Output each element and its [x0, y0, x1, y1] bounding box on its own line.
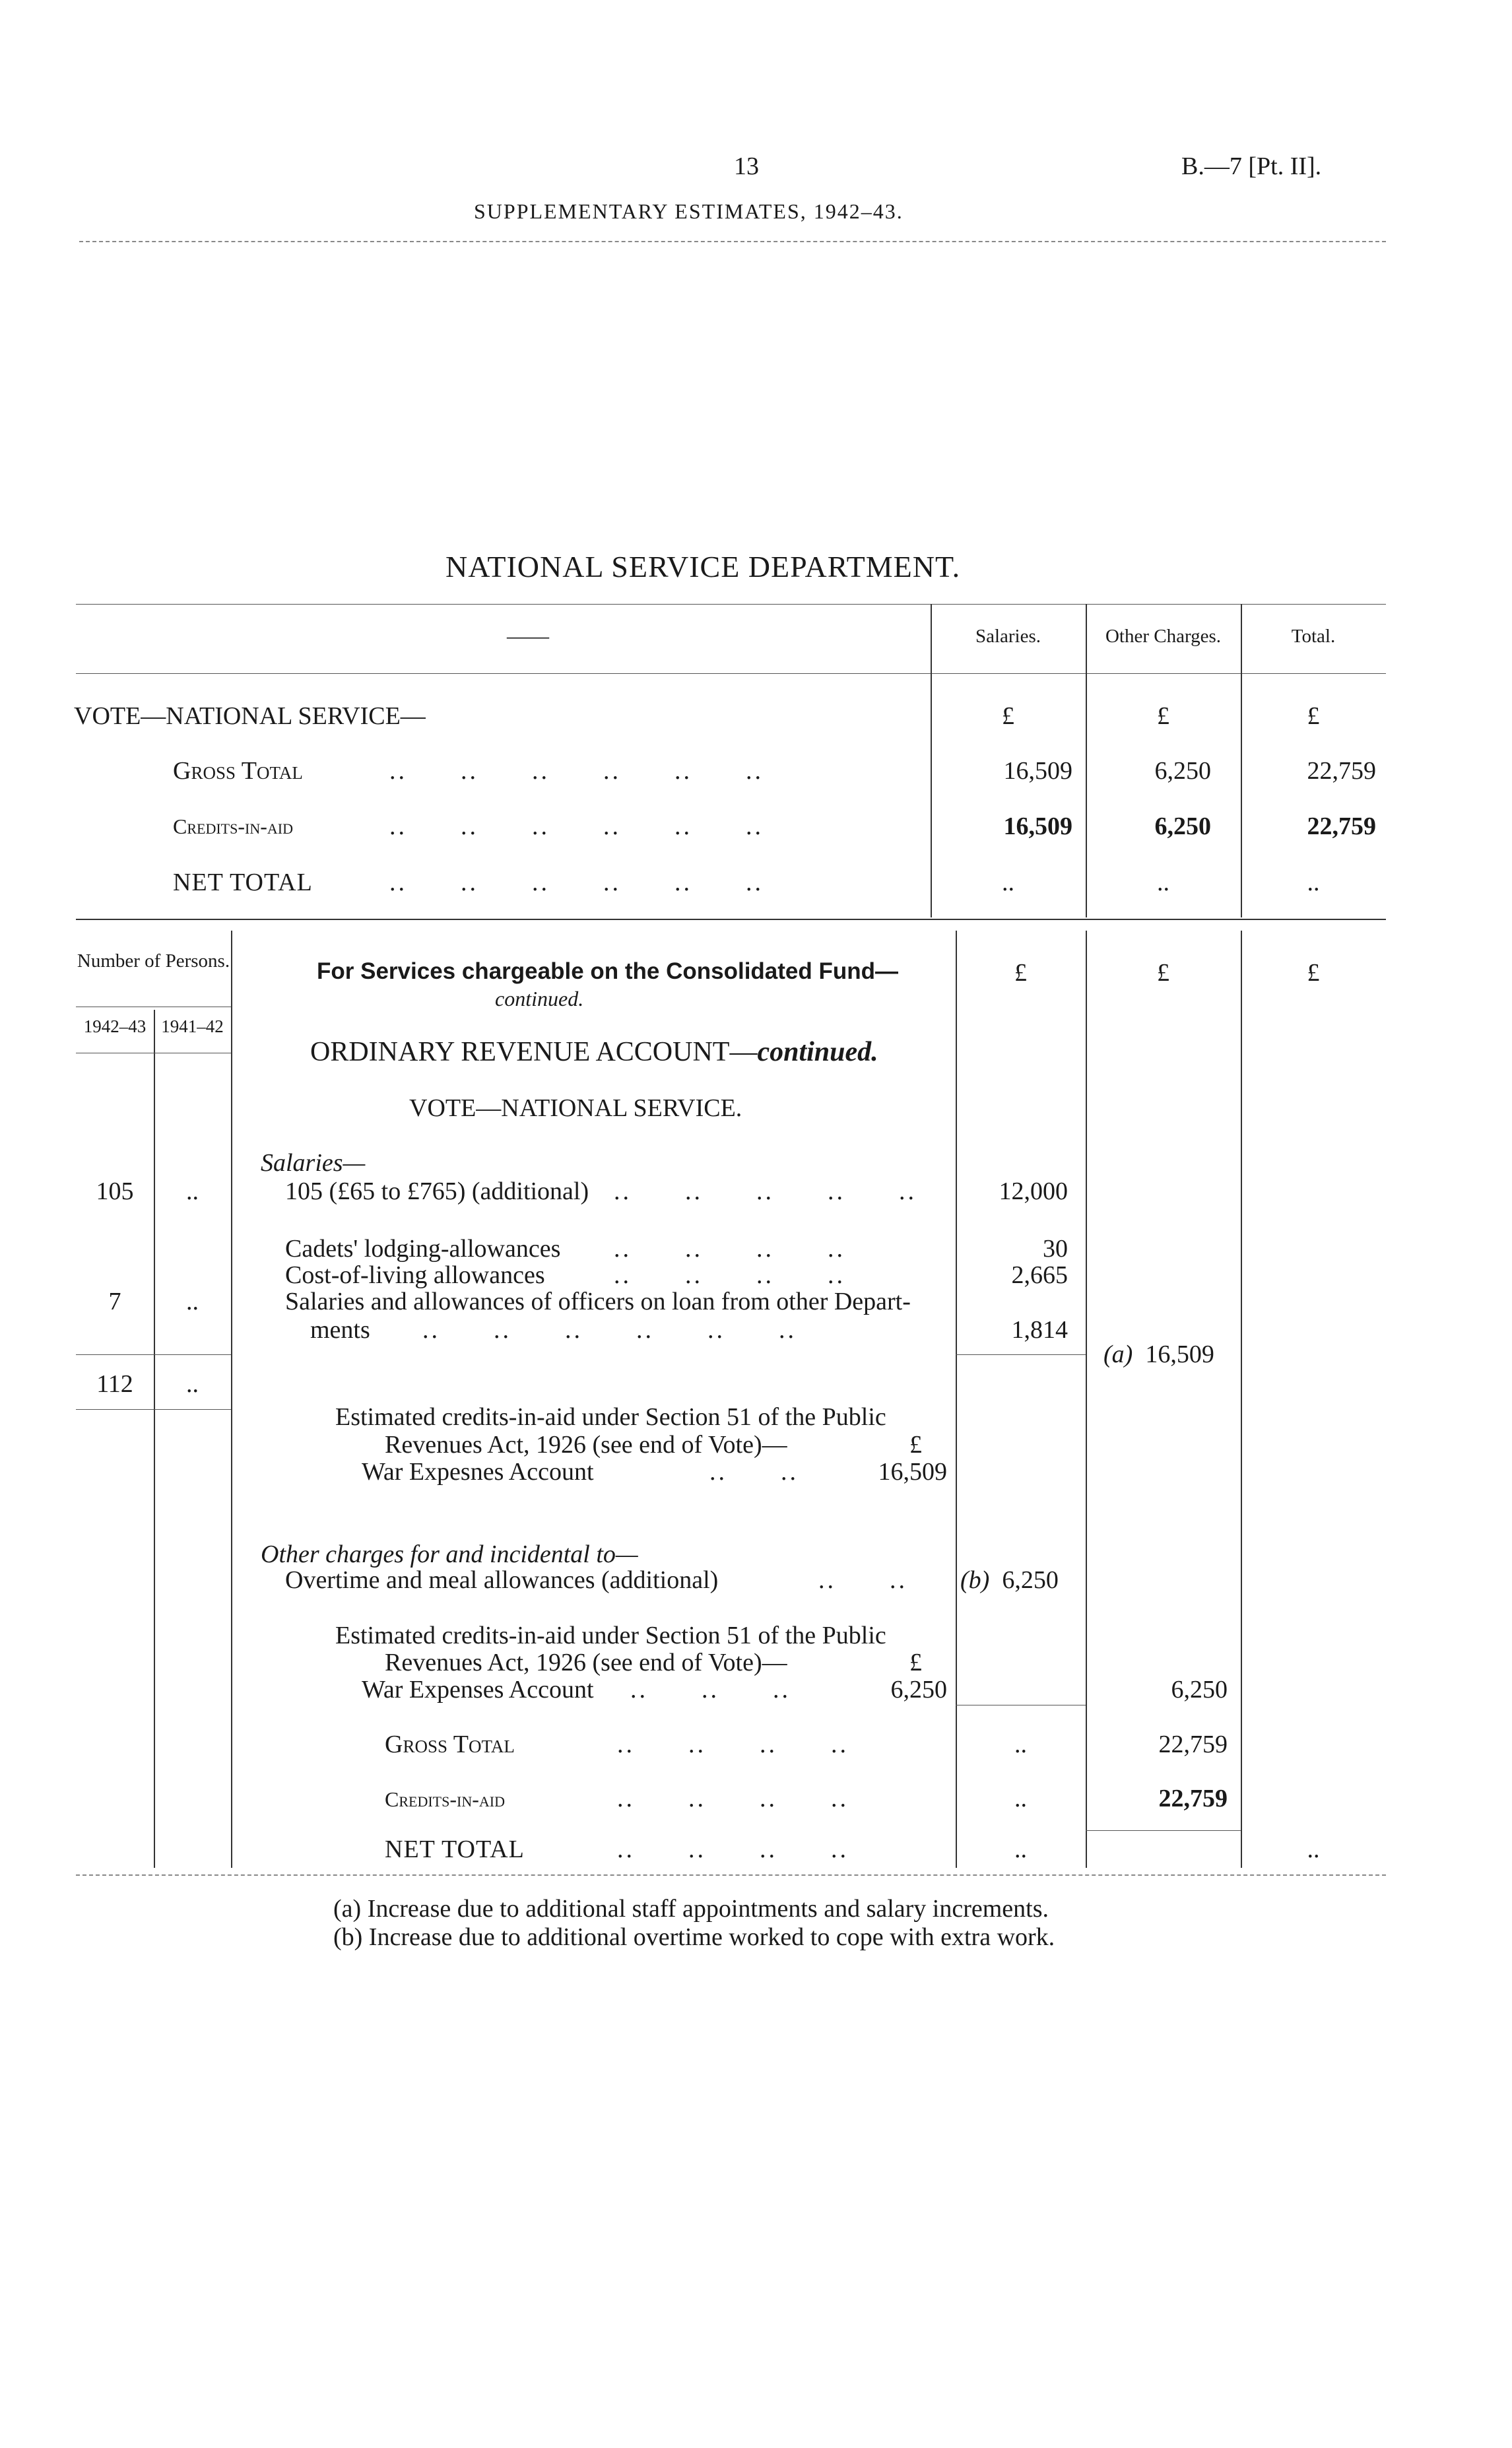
detail-currency-total: £: [1307, 959, 1320, 987]
item1-prev-persons: ..: [186, 1177, 199, 1205]
item2-label: Cadets' lodging-allowances: [285, 1235, 561, 1263]
summary-net-label: NET TOTAL: [173, 869, 313, 896]
leader-dots: .. .. .. ..: [614, 1261, 845, 1289]
credits2-line2: Revenues Act, 1926 (see end of Vote)—: [385, 1649, 787, 1676]
detail-net-total: ..: [1307, 1836, 1320, 1863]
summary-credits-total: 22,759: [1307, 812, 1376, 840]
item4-label-line1: Salaries and allowances of officers on loan from other Depart-: [285, 1288, 911, 1315]
detail-net-label: NET TOTAL: [385, 1836, 525, 1863]
item1-amount: 12,000: [999, 1177, 1068, 1205]
credits2-item: War Expenses Account: [362, 1676, 594, 1704]
item3-amount: 2,665: [1011, 1261, 1068, 1289]
leader-dots: .. .. .. .. .. ..: [389, 757, 764, 785]
summary-gross-other: 6,250: [1154, 757, 1211, 785]
summary-net-salaries: ..: [1002, 869, 1014, 896]
item3-label: Cost-of-living allowances: [285, 1261, 545, 1289]
detail-gross-salaries: ..: [1014, 1731, 1027, 1758]
year-1942-43-header: 1942–43: [83, 1016, 147, 1036]
leader-dots: .. .. .. .. .. ..: [389, 869, 764, 896]
year-1941-42-header: 1941–42: [161, 1016, 224, 1036]
summary-net-total: ..: [1307, 869, 1320, 896]
detail-gross-label: Gross Total: [385, 1731, 515, 1758]
summary-currency-total: £: [1307, 702, 1320, 730]
total-persons: 112: [96, 1370, 133, 1398]
leader-dots: .. .. .. ..: [617, 1785, 849, 1812]
credits2-line1: Estimated credits-in-aid under Section 51 of the Public: [335, 1622, 886, 1649]
detail-credits-amount: 22,759: [1158, 1785, 1228, 1812]
leader-dots: .. ..: [818, 1566, 907, 1594]
summary-credits-label: Credits-in-aid: [173, 814, 293, 838]
other-amount: (b) 6,250: [960, 1566, 1059, 1594]
vote-heading: VOTE—NATIONAL SERVICE.: [409, 1094, 742, 1122]
credits1-amount: 16,509: [878, 1458, 947, 1486]
footnote-a: (a) Increase due to additional staff appointments and salary increments.: [333, 1895, 1049, 1923]
detail-currency-salaries: £: [1014, 959, 1027, 987]
credits1-line2: Revenues Act, 1926 (see end of Vote)—: [385, 1431, 787, 1459]
summary-gross-total: 22,759: [1307, 757, 1376, 785]
detail-net-salaries: ..: [1014, 1836, 1027, 1863]
fund-heading-continued: continued.: [495, 987, 584, 1010]
summary-credits-other: 6,250: [1154, 812, 1211, 840]
persons-column-header: Number of Persons.: [77, 950, 230, 972]
leader-dots: .. .. .. ..: [617, 1731, 849, 1758]
summary-vote-label: VOTE—NATIONAL SERVICE—: [74, 702, 426, 730]
fund-heading: For Services chargeable on the Consolidated Fund—: [317, 958, 898, 984]
item1-label: 105 (£65 to £765) (additional): [285, 1177, 589, 1205]
item4-prev-persons: ..: [186, 1288, 199, 1315]
salaries-heading: Salaries—: [261, 1149, 366, 1177]
footnote-b: (b) Increase due to additional overtime worked to cope with extra work.: [333, 1923, 1055, 1951]
detail-credits-salaries: ..: [1014, 1785, 1027, 1812]
page-subtitle: SUPPLEMENTARY ESTIMATES, 1942–43.: [474, 199, 904, 223]
credits1-item: War Expesnes Account: [362, 1458, 594, 1486]
note-b-marker: (b): [960, 1566, 990, 1594]
note-a-marker: (a): [1103, 1340, 1133, 1368]
summary-col-other: Other Charges.: [1105, 626, 1222, 647]
item4-amount: 1,814: [1011, 1316, 1068, 1344]
detail-currency-other: £: [1157, 959, 1169, 987]
other-charges-total: 6,250: [1171, 1676, 1228, 1704]
summary-col-total: Total.: [1291, 626, 1336, 647]
leader-dots: .. .. .. .. ..: [614, 1177, 917, 1205]
credits2-pound: £: [909, 1649, 922, 1676]
summary-credits-salaries: 16,509: [1003, 812, 1072, 840]
leader-dots: .. .. .. ..: [614, 1235, 845, 1263]
item1-persons: 105: [96, 1177, 134, 1205]
header-rule: [79, 241, 1386, 242]
summary-gross-label: Gross Total: [173, 757, 303, 785]
detail-gross-amount: 22,759: [1158, 1731, 1228, 1758]
leader-dots: .. .. ..: [630, 1676, 791, 1704]
summary-col-salaries: Salaries.: [975, 626, 1041, 647]
salaries-total: (a) 16,509: [1103, 1340, 1214, 1368]
leader-dots: .. .. .. ..: [617, 1836, 849, 1863]
other-item-label: Overtime and meal allowances (additional): [285, 1566, 719, 1594]
item2-amount: 30: [1043, 1235, 1068, 1263]
leader-dots: .. .. .. .. .. ..: [422, 1316, 797, 1344]
detail-credits-label: Credits-in-aid: [385, 1787, 505, 1811]
summary-net-other: ..: [1157, 869, 1169, 896]
account-heading: ORDINARY REVENUE ACCOUNT—continued.: [310, 1037, 878, 1067]
leader-dots: .. ..: [709, 1458, 799, 1486]
summary-gross-salaries: 16,509: [1003, 757, 1072, 785]
credits2-amount: 6,250: [890, 1676, 947, 1704]
credits1-line1: Estimated credits-in-aid under Section 51 of the Public: [335, 1403, 886, 1431]
item4-label-line2: ments: [310, 1316, 370, 1344]
total-prev-persons: ..: [186, 1370, 199, 1398]
summary-currency-salaries: £: [1002, 702, 1014, 730]
credits1-pound: £: [909, 1431, 922, 1459]
summary-currency-other: £: [1157, 702, 1169, 730]
page-number: 13: [734, 152, 759, 180]
leader-dots: .. .. .. .. .. ..: [389, 812, 764, 840]
summary-col-blank: ——: [507, 624, 549, 647]
department-title: NATIONAL SERVICE DEPARTMENT.: [445, 550, 961, 583]
item4-persons: 7: [108, 1288, 121, 1315]
other-charges-heading: Other charges for and incidental to—: [261, 1540, 638, 1568]
document-reference: B.—7 [Pt. II].: [1181, 152, 1322, 180]
